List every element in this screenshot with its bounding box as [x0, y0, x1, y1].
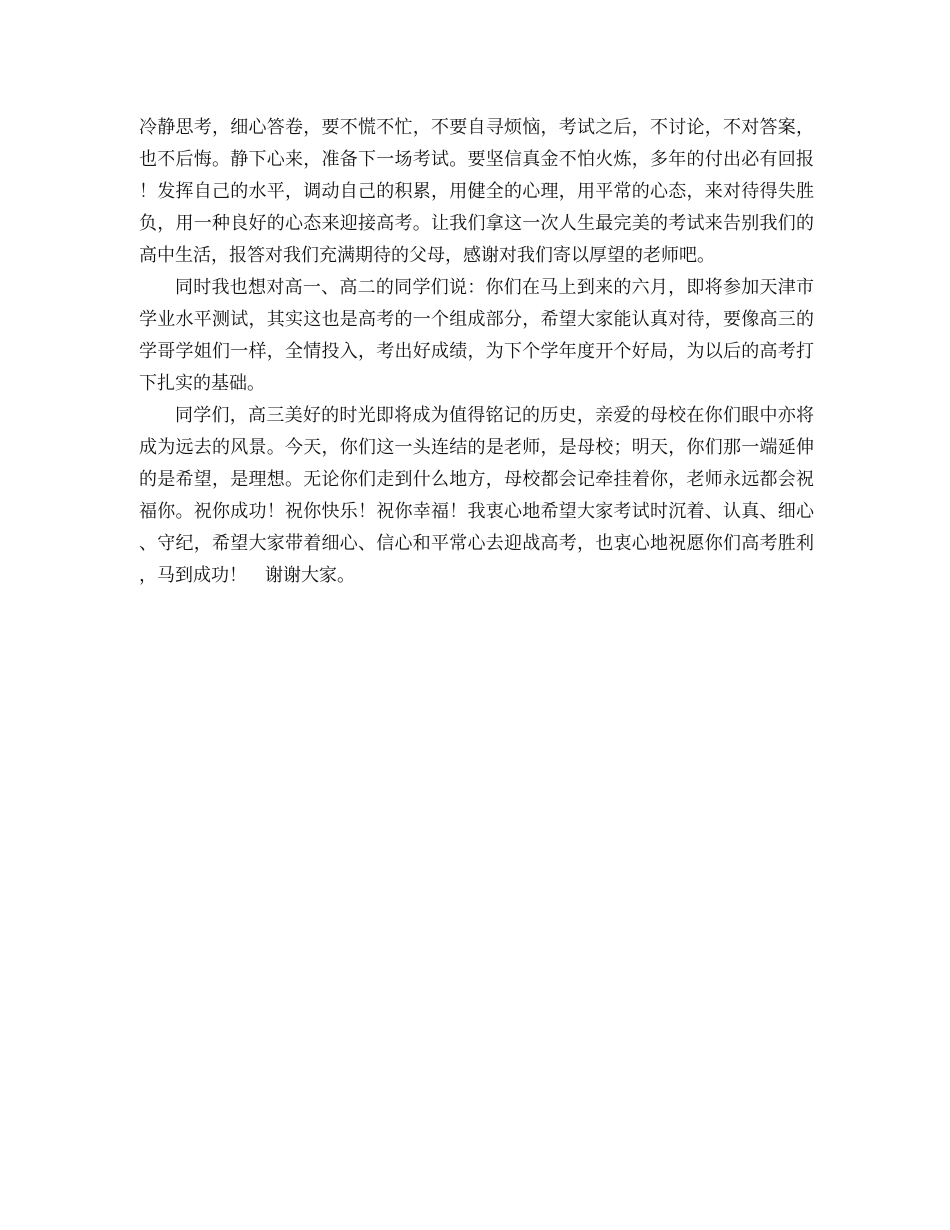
- paragraph-lower-grades: 同时我也想对高一、高二的同学们说：你们在马上到来的六月，即将参加天津市学业水平测试，其实这也是高考的一个组成部分，希望大家能认真对待，要像高三的学哥学姐们一样，全情投入，考出好成绩，为下个学年度开个好局，为以后的高考打下扎实的基础。: [139, 277, 814, 394]
- paragraph-continuation: 冷静思考，细心答卷，要不慌不忙，不要自寻烦恼，考试之后，不讨论，不对答案，也不后悔。静下心来，准备下一场考试。要坚信真金不怕火炼，多年的付出必有回报！发挥自己的水平，调动自己的积累，用健全的心理，用平常的心态，来对待得失胜负，用一种良好的心态来迎接高考。让我们拿这一次人生最完美的考试来告别我们的高中生活，报答对我们充满期待的父母，感谢对我们寄以厚望的老师吧。: [139, 117, 814, 266]
- paragraph-closing: 同学们，高三美好的时光即将成为值得铭记的历史，亲爱的母校在你们眼中亦将成为远去的风景。今天，你们这一头连结的是老师，是母校；明天，你们那一端延伸的是希望，是理想。无论你们走到什么地方，母校都会记牵挂着你，老师永远都会祝福你。祝你成功！祝你快乐！祝你幸福！我衷心地希望大家考试时沉着、认真、细心、守纪，希望大家带着细心、信心和平常心去迎战高考，也衷心地祝愿你们高考胜利，马到成功！ 谢谢大家。: [139, 405, 814, 586]
- document-body: [139, 112, 814, 592]
